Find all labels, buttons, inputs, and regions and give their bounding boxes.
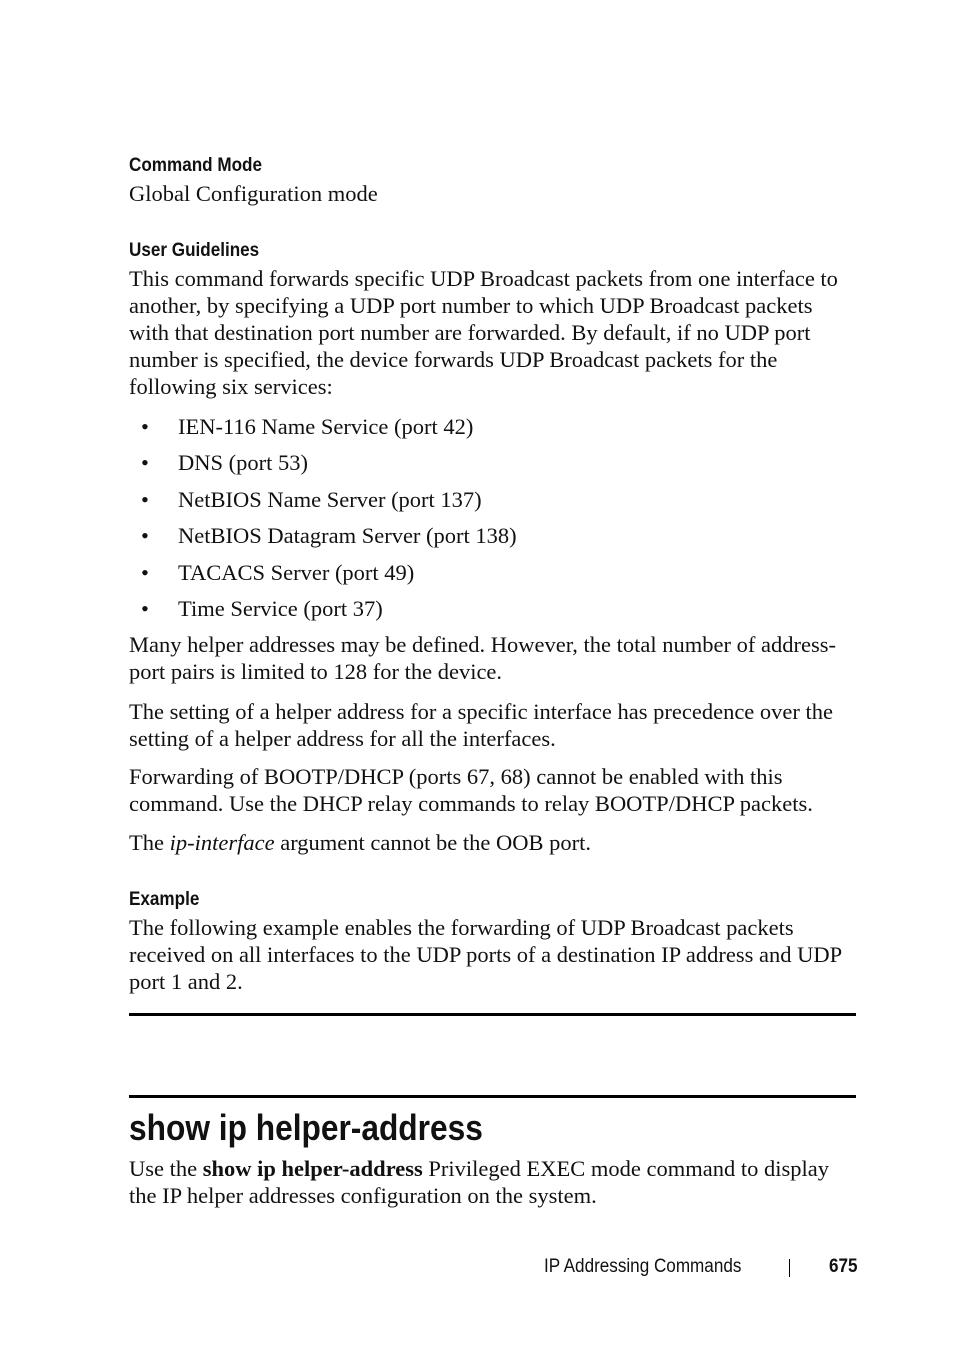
section-description: Use the show ip helper-address Privileged EXEC mode command to display the IP helper addresses configuration on the system.: [129, 1156, 829, 1208]
guideline-paragraph: Many helper addresses may be defined. However, the total number of address-port pairs is limited to 128 for the device.: [129, 632, 836, 684]
guideline-paragraph: The setting of a helper address for a specific interface has precedence over the setting of a helper address for all the interfaces.: [129, 699, 834, 751]
user-guidelines-heading: User Guidelines: [129, 240, 260, 261]
services-list: [129, 413, 517, 631]
guideline-paragraph: The ip-interface argument cannot be the OOB port.: [129, 830, 591, 855]
list-item: • NetBIOS Datagram Server (port 138): [141, 523, 517, 549]
bullet-icon: •: [141, 523, 149, 549]
list-item: • DNS (port 53): [141, 450, 308, 476]
footer-chapter: IP Addressing Commands: [544, 1256, 742, 1277]
list-item: • TACACS Server (port 49): [141, 559, 415, 585]
user-guidelines-intro: This command forwards specific UDP Broadcast packets from one interface to another, by specifying a UDP port number to which UDP Broadcast packets with that destination port number are forwarded. By default, if no UDP port number is specified, the device forwards UDP Broadcast packets for the following six services:: [129, 266, 838, 399]
divider: [129, 1095, 856, 1098]
footer-separator: [789, 1259, 790, 1277]
bullet-icon: •: [141, 414, 149, 439]
argument-name: ip-interface: [169, 830, 275, 855]
divider: [129, 1013, 856, 1016]
example-text: The following example enables the forwarding of UDP Broadcast packets received on all interfaces to the UDP ports of a destination IP address and UDP port 1 and 2.: [129, 915, 842, 994]
example-heading: Example: [129, 889, 200, 910]
page-number: 675: [829, 1256, 858, 1277]
bullet-icon: •: [141, 559, 149, 585]
command-name: show ip helper-address: [202, 1156, 423, 1181]
bullet-icon: •: [141, 595, 149, 621]
bullet-icon: •: [141, 450, 149, 476]
command-mode-text: Global Configuration mode: [129, 181, 378, 206]
section-title: show ip helper-address: [129, 1107, 483, 1148]
guideline-paragraph: Forwarding of BOOTP/DHCP (ports 67, 68) cannot be enabled with this command. Use the DHCP relay commands to relay BOOTP/DHCP packets.: [129, 764, 813, 816]
bullet-icon: •: [141, 486, 149, 512]
command-mode-heading: Command Mode: [129, 155, 263, 176]
list-item: • Time Service (port 37): [141, 595, 383, 621]
list-item: • IEN-116 Name Service (port 42): [141, 414, 474, 439]
list-item: • NetBIOS Name Server (port 137): [141, 486, 482, 512]
